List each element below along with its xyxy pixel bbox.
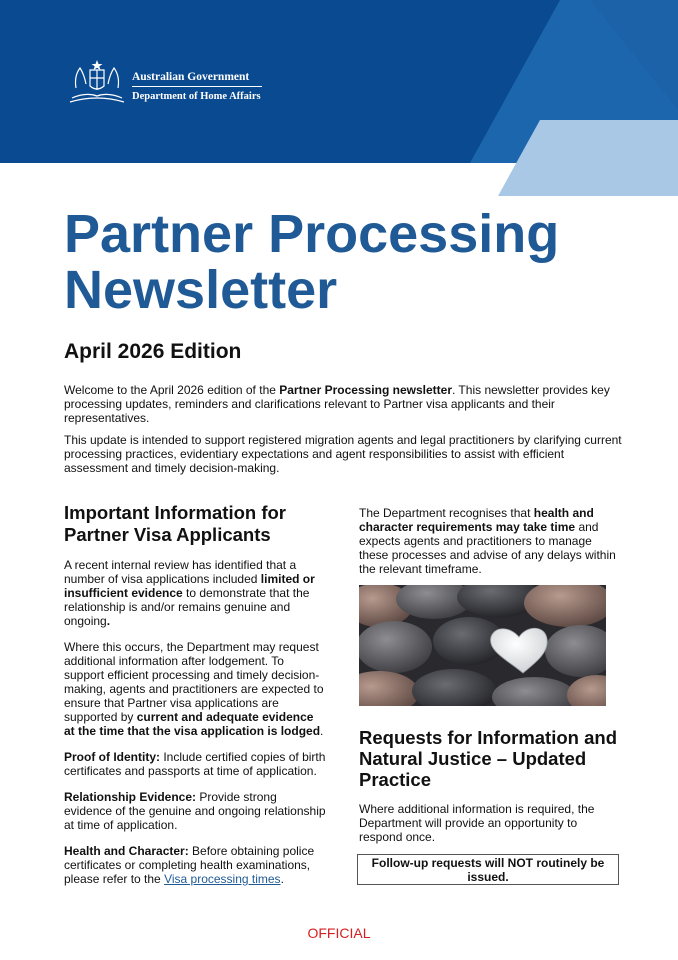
right-column-intro bbox=[359, 506, 623, 576]
intro-section bbox=[64, 383, 624, 483]
government-logo bbox=[66, 58, 276, 108]
section-heading-requests: Requests for Information and Natural Justice – Updated Practice bbox=[359, 727, 617, 790]
relationship-evidence-item: Relationship Evidence: Provide strong evidence of the genuine and ongoing relationship at time of application. bbox=[64, 790, 326, 832]
stones-illustration bbox=[359, 585, 606, 706]
department-name: Department of Home Affairs bbox=[132, 91, 261, 102]
security-classification: OFFICIAL bbox=[307, 925, 371, 941]
callout-text: Follow-up requests will NOT routinely be issued bbox=[371, 856, 605, 884]
page-title bbox=[64, 206, 559, 318]
government-name: Australian Government bbox=[132, 71, 250, 83]
intro-paragraph-1: Welcome to the April 2026 edition of the Partner Processing newsletter. This newsletter provides key processing updates, reminders and clarifications relevant to Partner visa applicants and their representatives. bbox=[64, 383, 610, 425]
callout-period: . bbox=[505, 870, 509, 884]
additional-info-paragraph: Where additional information is required, the Department will provide an opportunity to respond once. bbox=[359, 802, 595, 844]
coat-of-arms-icon bbox=[66, 58, 128, 108]
health-character-item: Health and Character: Before obtaining police certificates or completing health examinations, please refer to the Visa processing times. bbox=[64, 844, 315, 886]
visa-processing-times-link[interactable]: Visa processing times bbox=[164, 872, 281, 886]
logo-divider bbox=[132, 86, 262, 87]
left-column bbox=[64, 502, 326, 898]
review-paragraph: A recent internal review has identified that a number of visa applications included limited or insufficient evidence to demonstrate that the relationship is and/or remains genuine and ongoing. bbox=[64, 558, 315, 628]
title-line-1: Partner Processing bbox=[64, 204, 560, 264]
evidence-paragraph: Where this occurs, the Department may request additional information after lodgement. To support efficient processing and timely decision-making, agents and practitioners are expected to ensure that Partner visa applications are supported by current and adequate evidence at the time that the visa application is lodged. bbox=[64, 640, 324, 738]
stones-heart-image bbox=[359, 585, 606, 706]
proof-of-identity-item: Proof of Identity: Include certified copies of birth certificates and passports at time of application. bbox=[64, 750, 326, 778]
section-heading-important-info: Important Information for Partner Visa Applicants bbox=[64, 502, 286, 545]
edition-heading: April 2026 Edition bbox=[64, 340, 242, 363]
header-banner bbox=[0, 0, 678, 196]
follow-up-callout-box bbox=[357, 854, 619, 885]
intro-paragraph-2: This update is intended to support registered migration agents and legal practitioners by clarifying current processing practices, evidentiary expectations and agent responsibilities to assist with efficient assessment and timely decision-making. bbox=[64, 433, 622, 475]
title-line-2: Newsletter bbox=[64, 260, 338, 320]
health-character-paragraph: The Department recognises that health and character requirements may take time and expects agents and practitioners to manage these processes and advise of any delays within the relevant timeframe. bbox=[359, 506, 616, 576]
